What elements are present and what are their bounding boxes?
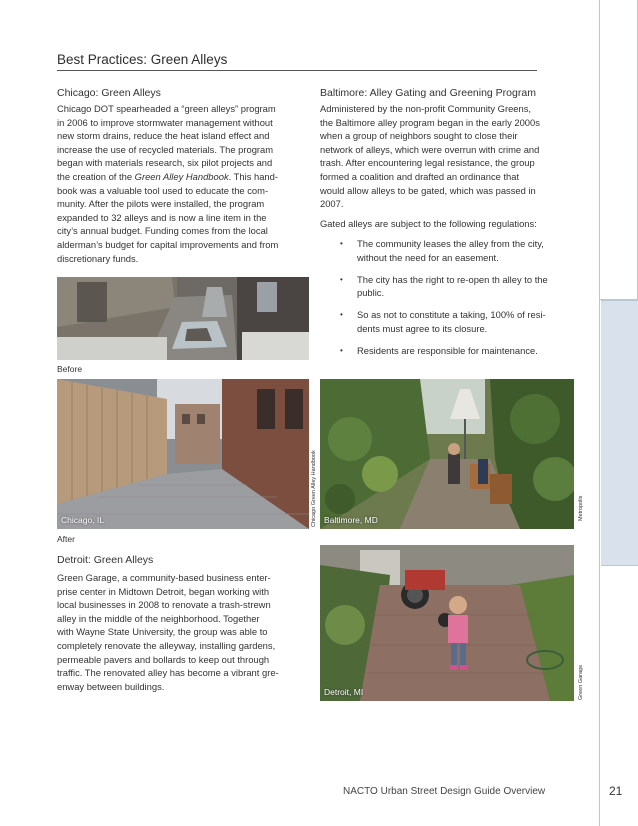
- baltimore-heading: Baltimore: Alley Gating and Greening Program: [320, 87, 536, 99]
- baltimore-photo: [320, 379, 574, 529]
- regulations-intro: Gated alleys are subject to the following regulations:: [320, 218, 537, 229]
- page-number: 21: [609, 784, 623, 798]
- list-item: • Residents are responsible for maintenance.: [320, 344, 585, 358]
- before-caption: Before: [57, 364, 83, 374]
- after-caption: After: [57, 534, 75, 544]
- list-item: • The community leases the alley from the city, without the need for an easement.: [320, 237, 585, 264]
- detroit-photo: [320, 545, 574, 701]
- title-divider: [57, 70, 537, 71]
- page-title: Best Practices: Green Alleys: [57, 52, 228, 67]
- regulations-list: [320, 237, 585, 366]
- detroit-photo-label: Detroit, MI: [324, 687, 364, 697]
- baltimore-photo-credit: Metropolis: [578, 495, 584, 521]
- detroit-photo-credit: Green Garage: [578, 664, 584, 700]
- detroit-body: Green Garage, a community-based business enter- prise center in Midtown Detroit, began working with local businesses in 2008 to renovate a trash-strewn alley in the middle of the neighborhood. Together with Wayne State University, the group was able to completely renovate the alleyway, installing gardens, permeable pavers and bollards to keep out through traffic. The renovated alley has become a vibrant gre- enway between buildings.: [57, 572, 279, 692]
- chicago-before-photo: [57, 277, 309, 360]
- footer-title: NACTO Urban Street Design Guide Overview: [343, 786, 546, 797]
- chicago-after-photo: [57, 379, 309, 529]
- chicago-photo-credit: Chicago Green Alley Handbook: [311, 450, 317, 527]
- list-item: • So as not to constitute a taking, 100% of resi- dents must agree to its closure.: [320, 308, 585, 335]
- detroit-heading: Detroit: Green Alleys: [57, 554, 154, 566]
- baltimore-photo-label: Baltimore, MD: [324, 515, 378, 525]
- page-edge-frame: [599, 0, 638, 300]
- chicago-photo-label: Chicago, IL: [61, 515, 104, 525]
- chapter-tab: [601, 300, 638, 566]
- baltimore-body: Administered by the non-profit Community Greens, the Baltimore alley program began in the early 2000s when a group of neighbors sought to close their network of alleys, which were overrun with crime and trash. After encountering legal resistance, the group formed a coalition and drafted an ordinance that would allow alleys to be gated, which was passed in 2007.: [320, 103, 540, 210]
- chicago-heading: Chicago: Green Alleys: [57, 87, 161, 99]
- list-item: • The city has the right to re-open th alley to the public.: [320, 273, 585, 300]
- chicago-body: Chicago DOT spearheaded a “green alleys” program in 2006 to improve stormwater management without new storm drains, reduce the heat island effect and increase the use of recycled materials. The program began with materials research, six pilot projects and the creation of the Green Alley Handbook. This hand- book was a valuable tool used to educate the com- munity. After the pilots were installed, the program expanded to 32 alleys and is now a line item in the city’s annual budget. Funding comes from the local alderman’s budget for capital improvements and from discretionary funds.: [57, 103, 279, 264]
